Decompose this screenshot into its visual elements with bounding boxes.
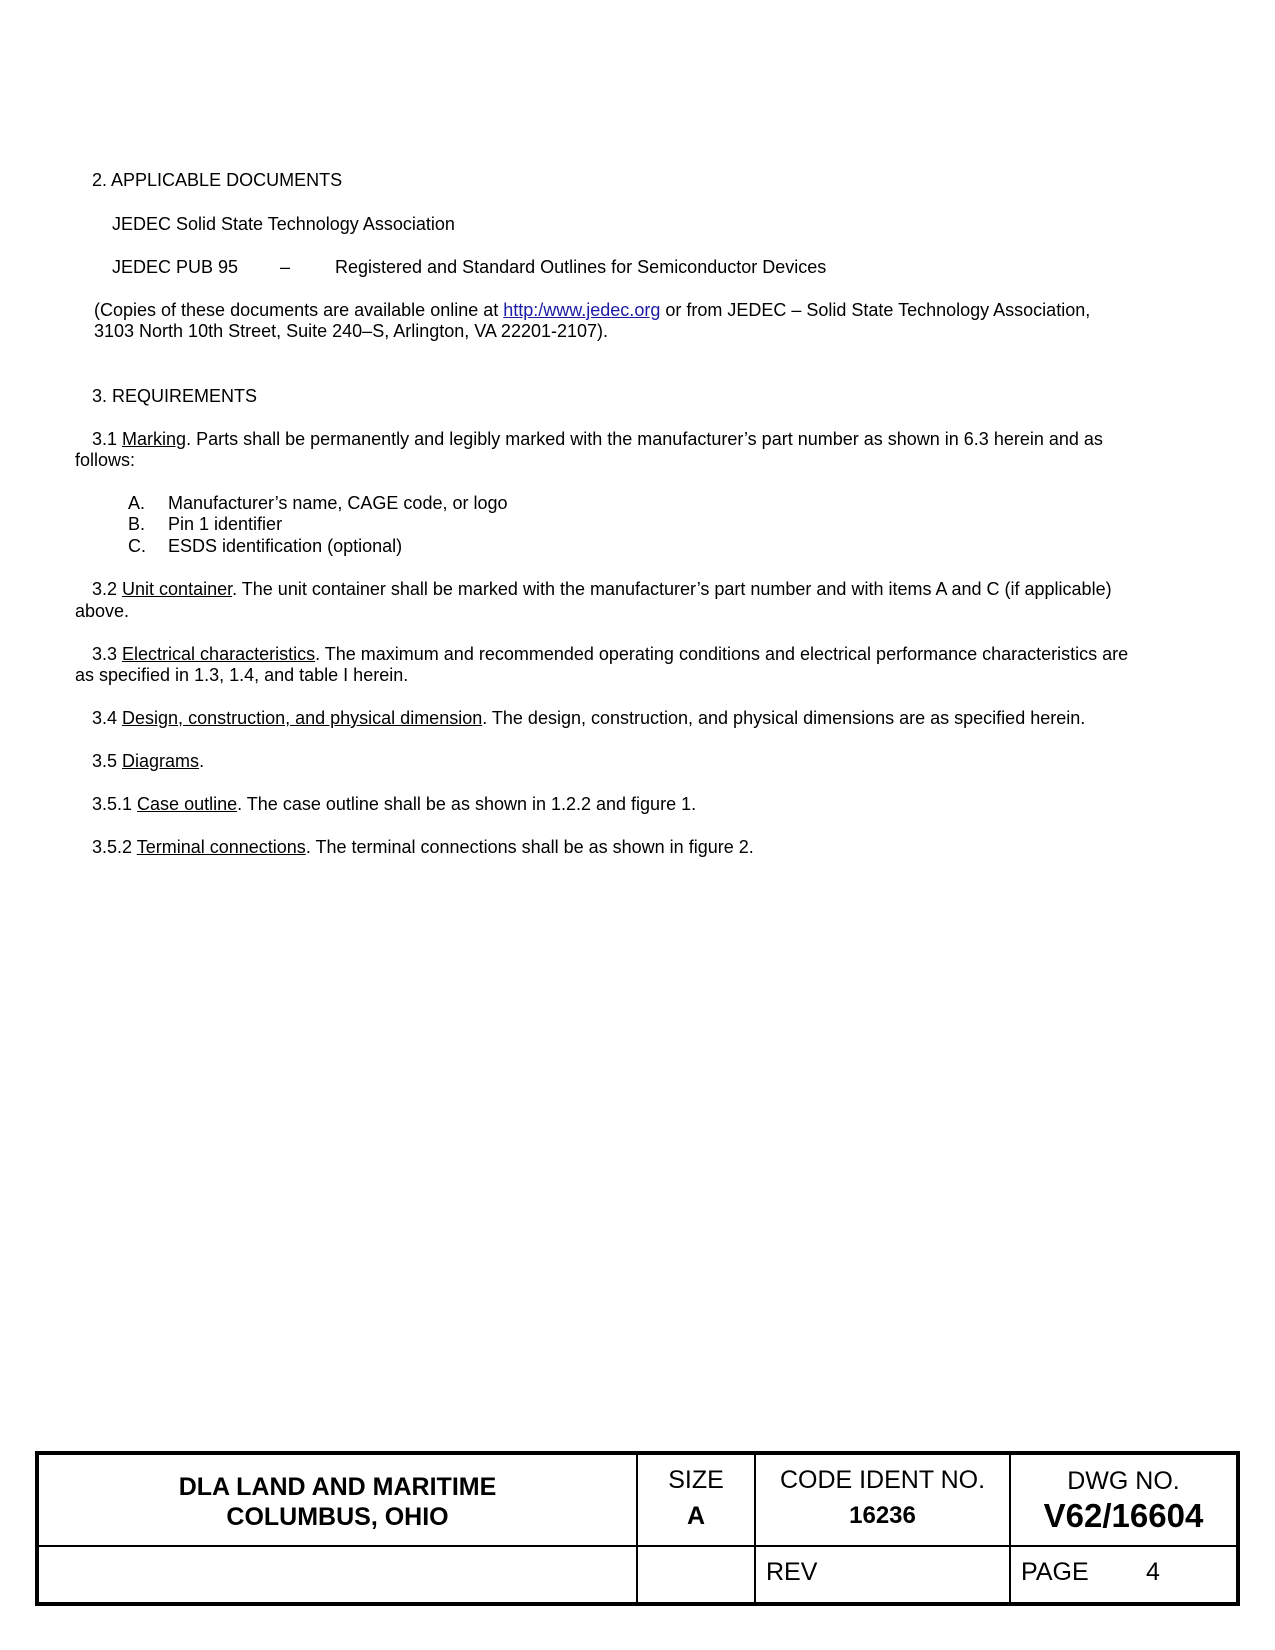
para-text: . Parts shall be permanently and legibly marked with the manufacturer’s part number as shown in 6.3 herein and as: [186, 429, 1103, 449]
list-letter: C.: [128, 536, 146, 556]
page-label: PAGE: [1021, 1558, 1089, 1586]
pub-entry: [112, 257, 826, 278]
copies-note-line2: 3103 North 10th Street, Suite 240–S, Arlington, VA 22201-2107).: [94, 321, 609, 341]
list-text: Pin 1 identifier: [168, 514, 283, 534]
para-number: 3.4: [92, 708, 123, 728]
para-title-case-outline: Case outline: [137, 794, 238, 814]
para-number: 3.3: [92, 644, 123, 664]
para-3-2-cont: above.: [75, 601, 130, 621]
rev-label: REV: [766, 1558, 818, 1586]
para-3-1: [92, 429, 1103, 450]
code-ident-value: 16236: [849, 1502, 916, 1529]
para-number: 3.5.2: [92, 837, 137, 857]
para-3-3-cont: as specified in 1.3, 1.4, and table I herein.: [75, 665, 409, 685]
jedec-link[interactable]: http:/www.jedec.org: [503, 300, 661, 320]
para-3-4: [92, 708, 1085, 729]
para-text: . The unit container shall be marked with the manufacturer’s part number and with items A and C (if applicable): [232, 579, 1112, 599]
para-title-unit-container: Unit container: [122, 579, 233, 599]
title-block: [35, 1451, 1240, 1606]
para-number: 3.1: [92, 429, 123, 449]
para-title-terminal: Terminal connections: [136, 837, 306, 857]
dwg-no-value: V62/16604: [1043, 1497, 1204, 1534]
list-item: [128, 514, 282, 535]
para-text: . The terminal connections shall be as shown in figure 2.: [305, 837, 754, 857]
para-3-5: [92, 751, 204, 772]
org-line1: DLA LAND AND MARITIME: [178, 1473, 497, 1501]
copies-note-line1: [94, 300, 1090, 321]
list-item: [128, 493, 508, 514]
para-title-electrical: Electrical characteristics: [122, 644, 316, 664]
pub-dash: –: [280, 257, 291, 277]
list-letter: B.: [128, 514, 146, 534]
para-text: . The design, construction, and physical dimensions are as specified herein.: [482, 708, 1086, 728]
code-ident-label: CODE IDENT NO.: [779, 1466, 986, 1494]
para-3-5-1: [92, 794, 696, 815]
para-title-design: Design, construction, and physical dimension: [122, 708, 483, 728]
section-2-heading: 2. APPLICABLE DOCUMENTS: [92, 170, 343, 190]
dwg-no-label: DWG NO.: [1067, 1467, 1180, 1495]
size-label: SIZE: [668, 1466, 724, 1494]
para-text: . The maximum and recommended operating conditions and electrical performance characteristics are: [315, 644, 1129, 664]
org-name: [39, 1472, 636, 1532]
para-number: 3.5.1: [92, 794, 138, 814]
para-text: .: [199, 751, 205, 771]
pub-title: Registered and Standard Outlines for Semiconductor Devices: [335, 257, 827, 277]
para-3-2: [92, 579, 1112, 600]
pub-id: JEDEC PUB 95: [112, 257, 239, 277]
page-number: 4: [1146, 1558, 1160, 1586]
copies-text-pre: (Copies of these documents are available online at: [94, 300, 504, 320]
para-text: . The case outline shall be as shown in 1.2.2 and figure 1.: [237, 794, 697, 814]
copies-text-post: or from JEDEC – Solid State Technology Association,: [660, 300, 1091, 320]
size-value: A: [686, 1502, 706, 1530]
list-text: ESDS identification (optional): [168, 536, 403, 556]
list-letter: A.: [128, 493, 146, 513]
section-3-heading: 3. REQUIREMENTS: [92, 386, 258, 406]
para-number: 3.5: [92, 751, 123, 771]
para-3-3: [92, 644, 1128, 665]
para-3-5-2: [92, 837, 754, 858]
para-number: 3.2: [92, 579, 123, 599]
org-line2: COLUMBUS, OHIO: [226, 1503, 449, 1531]
list-item: [128, 536, 402, 557]
para-3-1-cont: follows:: [75, 450, 136, 470]
list-text: Manufacturer’s name, CAGE code, or logo: [168, 493, 508, 513]
para-title-diagrams: Diagrams: [122, 751, 200, 771]
standards-org: JEDEC Solid State Technology Association: [112, 214, 455, 234]
para-title-marking: Marking: [122, 429, 187, 449]
